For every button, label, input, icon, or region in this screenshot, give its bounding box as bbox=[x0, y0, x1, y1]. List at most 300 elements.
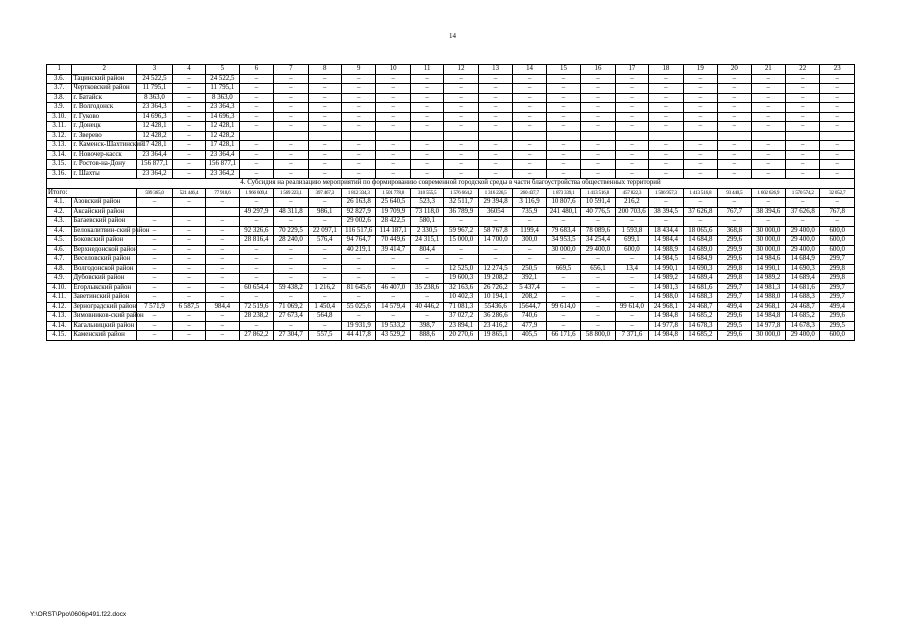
value-cell: 19 533,2 bbox=[376, 321, 410, 331]
value-cell: 299,6 bbox=[718, 331, 751, 341]
municipality-name: Заветинский район bbox=[72, 293, 137, 303]
column-number-header: 11 bbox=[410, 65, 443, 75]
column-number-header: 14 bbox=[513, 65, 546, 75]
value-cell: – bbox=[172, 217, 205, 227]
value-cell: – bbox=[308, 245, 341, 255]
value-cell: – bbox=[444, 150, 478, 160]
value-cell: – bbox=[615, 274, 648, 284]
table-row bbox=[47, 112, 855, 122]
value-cell: – bbox=[615, 93, 648, 103]
column-number-header: 15 bbox=[546, 65, 580, 75]
value-cell: 398,7 bbox=[410, 321, 443, 331]
value-cell: 71 081,3 bbox=[444, 302, 478, 312]
value-cell: – bbox=[786, 150, 820, 160]
row-number: 4.11. bbox=[47, 293, 72, 303]
value-cell: 38 394,6 bbox=[751, 207, 785, 217]
value-cell: – bbox=[649, 160, 683, 170]
municipality-name: г. Батайск bbox=[72, 93, 137, 103]
value-cell: 600,0 bbox=[820, 245, 855, 255]
column-number-header: 2 bbox=[72, 65, 137, 75]
value-cell: 6 587,5 bbox=[172, 302, 205, 312]
value-cell: – bbox=[206, 198, 239, 208]
value-cell: – bbox=[206, 283, 239, 293]
value-cell: – bbox=[513, 150, 546, 160]
value-cell: – bbox=[410, 312, 443, 322]
value-cell: 35 238,6 bbox=[410, 283, 443, 293]
value-cell: – bbox=[786, 198, 820, 208]
value-cell: – bbox=[751, 122, 785, 132]
value-cell: – bbox=[137, 264, 172, 274]
value-cell: 299,7 bbox=[820, 293, 855, 303]
municipality-name: г. Зверево bbox=[72, 131, 137, 141]
value-cell: – bbox=[341, 141, 375, 151]
value-cell: – bbox=[137, 312, 172, 322]
value-cell: 14 685,2 bbox=[683, 312, 717, 322]
value-cell: – bbox=[410, 293, 443, 303]
value-cell: 14 977,8 bbox=[751, 321, 785, 331]
value-cell: 10 591,4 bbox=[581, 198, 615, 208]
row-number: 4.7. bbox=[47, 255, 72, 265]
municipality-name: Дубовский район bbox=[72, 274, 137, 284]
value-cell: 299,8 bbox=[820, 274, 855, 284]
total-value-cell: 1 812 334,3 bbox=[341, 188, 375, 198]
value-cell: – bbox=[308, 150, 341, 160]
municipality-name: Боковский район bbox=[72, 236, 137, 246]
value-cell: – bbox=[172, 93, 205, 103]
value-cell: 30 000,0 bbox=[546, 245, 580, 255]
total-value-cell: 77 918,6 bbox=[206, 188, 239, 198]
value-cell: – bbox=[478, 122, 512, 132]
value-cell: – bbox=[410, 122, 443, 132]
value-cell: 12 428,2 bbox=[206, 131, 239, 141]
total-value-cell: 1 316 226,5 bbox=[478, 188, 512, 198]
value-cell: – bbox=[649, 217, 683, 227]
value-cell: 24 522,5 bbox=[137, 74, 172, 84]
value-cell: 27 862,2 bbox=[239, 331, 273, 341]
value-cell: 24 968,1 bbox=[649, 302, 683, 312]
value-cell: 46 407,0 bbox=[376, 283, 410, 293]
value-cell: – bbox=[615, 293, 648, 303]
value-cell: 14 689,4 bbox=[683, 274, 717, 284]
value-cell bbox=[376, 131, 410, 141]
value-cell: – bbox=[751, 74, 785, 84]
value-cell: – bbox=[410, 93, 443, 103]
total-value-cell: 32 052,7 bbox=[820, 188, 855, 198]
value-cell: – bbox=[513, 84, 546, 94]
value-cell: – bbox=[751, 93, 785, 103]
value-cell: 299,5 bbox=[718, 321, 751, 331]
value-cell: 14 700,0 bbox=[478, 236, 512, 246]
column-number-header: 20 bbox=[718, 65, 751, 75]
value-cell: 24 968,1 bbox=[751, 302, 785, 312]
value-cell: – bbox=[581, 312, 615, 322]
value-cell: – bbox=[615, 312, 648, 322]
value-cell: – bbox=[172, 321, 205, 331]
value-cell: – bbox=[820, 141, 855, 151]
value-cell: 14 696,3 bbox=[206, 112, 239, 122]
value-cell bbox=[308, 131, 341, 141]
value-cell: 23 364,2 bbox=[137, 169, 172, 179]
value-cell: 600,0 bbox=[820, 226, 855, 236]
value-cell: 23 364,4 bbox=[137, 150, 172, 160]
value-cell: 22 097,1 bbox=[308, 226, 341, 236]
table-row bbox=[47, 74, 855, 84]
value-cell: – bbox=[239, 160, 273, 170]
value-cell: – bbox=[718, 74, 751, 84]
value-cell: – bbox=[274, 84, 308, 94]
value-cell: – bbox=[444, 141, 478, 151]
value-cell: – bbox=[172, 122, 205, 132]
total-value-cell: 260 437,7 bbox=[513, 188, 546, 198]
value-cell: 3 116,9 bbox=[513, 198, 546, 208]
value-cell: 59 438,2 bbox=[274, 283, 308, 293]
value-cell: 12 525,0 bbox=[444, 264, 478, 274]
value-cell: 14 688,3 bbox=[683, 293, 717, 303]
total-label: Итого: bbox=[47, 188, 137, 198]
value-cell: – bbox=[683, 84, 717, 94]
value-cell: 564,8 bbox=[308, 312, 341, 322]
value-cell: – bbox=[376, 141, 410, 151]
value-cell: – bbox=[410, 74, 443, 84]
row-number: 3.7. bbox=[47, 84, 72, 94]
value-cell: – bbox=[376, 169, 410, 179]
value-cell: – bbox=[308, 160, 341, 170]
value-cell: 18 434,4 bbox=[649, 226, 683, 236]
value-cell: – bbox=[581, 141, 615, 151]
value-cell: – bbox=[820, 169, 855, 179]
value-cell: – bbox=[444, 217, 478, 227]
value-cell: – bbox=[308, 321, 341, 331]
value-cell: 1 593,8 bbox=[615, 226, 648, 236]
value-cell: – bbox=[546, 293, 580, 303]
value-cell: – bbox=[546, 312, 580, 322]
value-cell: – bbox=[137, 198, 172, 208]
value-cell: – bbox=[478, 169, 512, 179]
value-cell: 60 654,4 bbox=[239, 283, 273, 293]
value-cell: 23 364,2 bbox=[206, 169, 239, 179]
value-cell: 14 684,8 bbox=[683, 236, 717, 246]
value-cell: – bbox=[410, 103, 443, 113]
value-cell: – bbox=[615, 321, 648, 331]
value-cell: – bbox=[239, 169, 273, 179]
value-cell: 14 984,6 bbox=[751, 255, 785, 265]
value-cell: – bbox=[341, 112, 375, 122]
value-cell: – bbox=[649, 112, 683, 122]
value-cell: – bbox=[581, 217, 615, 227]
municipality-name: Каменский район bbox=[72, 331, 137, 341]
value-cell: – bbox=[478, 103, 512, 113]
value-cell: 17 428,1 bbox=[206, 141, 239, 151]
value-cell: 12 428,1 bbox=[206, 122, 239, 132]
value-cell: – bbox=[581, 103, 615, 113]
value-cell bbox=[581, 131, 615, 141]
value-cell: 5 437,4 bbox=[513, 283, 546, 293]
value-cell: – bbox=[513, 160, 546, 170]
value-cell: – bbox=[137, 245, 172, 255]
value-cell: – bbox=[649, 141, 683, 151]
value-cell: – bbox=[376, 312, 410, 322]
total-value-cell: 1 966 609,4 bbox=[239, 188, 273, 198]
value-cell: – bbox=[444, 84, 478, 94]
value-cell: – bbox=[376, 264, 410, 274]
value-cell bbox=[206, 207, 239, 217]
column-number-header: 1 bbox=[47, 65, 72, 75]
value-cell: 19 709,9 bbox=[376, 207, 410, 217]
value-cell: – bbox=[137, 226, 172, 236]
value-cell bbox=[513, 131, 546, 141]
value-cell: – bbox=[649, 169, 683, 179]
total-value-cell: 521 446,4 bbox=[172, 188, 205, 198]
value-cell: – bbox=[513, 245, 546, 255]
value-cell: – bbox=[820, 217, 855, 227]
value-cell: – bbox=[581, 150, 615, 160]
row-number: 3.8. bbox=[47, 93, 72, 103]
value-cell: 600,0 bbox=[615, 245, 648, 255]
value-cell: – bbox=[274, 160, 308, 170]
value-cell: 14 678,3 bbox=[683, 321, 717, 331]
value-cell: – bbox=[137, 255, 172, 265]
value-cell: – bbox=[546, 255, 580, 265]
value-cell: 10 402,3 bbox=[444, 293, 478, 303]
value-cell: – bbox=[615, 217, 648, 227]
value-cell: – bbox=[581, 321, 615, 331]
value-cell: 66 171,6 bbox=[546, 331, 580, 341]
value-cell: 36 286,6 bbox=[478, 312, 512, 322]
value-cell: – bbox=[820, 150, 855, 160]
value-cell: – bbox=[308, 274, 341, 284]
value-cell: 600,0 bbox=[820, 236, 855, 246]
value-cell: – bbox=[239, 264, 273, 274]
value-cell: – bbox=[581, 255, 615, 265]
value-cell: – bbox=[376, 74, 410, 84]
value-cell: – bbox=[206, 245, 239, 255]
value-cell: – bbox=[718, 141, 751, 151]
value-cell: – bbox=[513, 141, 546, 151]
value-cell: – bbox=[751, 198, 785, 208]
value-cell: – bbox=[683, 198, 717, 208]
value-cell: – bbox=[239, 122, 273, 132]
value-cell: 888,6 bbox=[410, 331, 443, 341]
municipality-name: Багаевский район bbox=[72, 217, 137, 227]
value-cell: – bbox=[581, 93, 615, 103]
value-cell: 14 681,6 bbox=[683, 283, 717, 293]
value-cell: – bbox=[546, 160, 580, 170]
value-cell: 14 990,1 bbox=[751, 264, 785, 274]
value-cell: – bbox=[820, 160, 855, 170]
value-cell: 12 428,1 bbox=[137, 122, 172, 132]
value-cell: 14 977,8 bbox=[649, 321, 683, 331]
row-number: 3.11. bbox=[47, 122, 72, 132]
column-number-header: 10 bbox=[376, 65, 410, 75]
value-cell: – bbox=[683, 217, 717, 227]
value-cell: – bbox=[615, 84, 648, 94]
value-cell: 7 371,6 bbox=[615, 331, 648, 341]
value-cell: – bbox=[444, 74, 478, 84]
value-cell: 241 480,1 bbox=[546, 207, 580, 217]
value-cell: 14 989,2 bbox=[649, 274, 683, 284]
value-cell: – bbox=[615, 74, 648, 84]
value-cell: 55 025,6 bbox=[341, 302, 375, 312]
value-cell: – bbox=[341, 264, 375, 274]
municipality-name: г. Гуково bbox=[72, 112, 137, 122]
value-cell: 30 000,0 bbox=[751, 245, 785, 255]
row-number: 4.12. bbox=[47, 302, 72, 312]
row-number: 3.14. bbox=[47, 150, 72, 160]
value-cell: 73 118,0 bbox=[410, 207, 443, 217]
value-cell: 299,6 bbox=[718, 255, 751, 265]
value-cell: – bbox=[683, 169, 717, 179]
value-cell: – bbox=[513, 217, 546, 227]
table-row bbox=[47, 198, 855, 208]
value-cell: – bbox=[546, 217, 580, 227]
value-cell: 14 984,5 bbox=[649, 255, 683, 265]
value-cell: – bbox=[751, 112, 785, 122]
row-number: 3.15. bbox=[47, 160, 72, 170]
value-cell: 30 000,0 bbox=[751, 331, 785, 341]
value-cell: – bbox=[239, 84, 273, 94]
value-cell: 156 877,1 bbox=[137, 160, 172, 170]
value-cell: 499,4 bbox=[820, 302, 855, 312]
value-cell: – bbox=[546, 283, 580, 293]
total-value-cell: 1 413 516,8 bbox=[581, 188, 615, 198]
value-cell: 37 027,2 bbox=[444, 312, 478, 322]
value-cell bbox=[786, 131, 820, 141]
value-cell: 44 417,8 bbox=[341, 331, 375, 341]
municipality-name: Волгодонской район bbox=[72, 264, 137, 274]
value-cell: 767,7 bbox=[718, 207, 751, 217]
column-number-row bbox=[47, 65, 855, 75]
table-row bbox=[47, 302, 855, 312]
value-cell: 58 767,8 bbox=[478, 226, 512, 236]
subsidy-table bbox=[46, 64, 855, 341]
value-cell: – bbox=[172, 255, 205, 265]
column-number-header: 23 bbox=[820, 65, 855, 75]
row-number: 4.1. bbox=[47, 198, 72, 208]
value-cell: – bbox=[786, 112, 820, 122]
value-cell: – bbox=[546, 274, 580, 284]
value-cell: – bbox=[376, 122, 410, 132]
value-cell: 299,6 bbox=[718, 236, 751, 246]
value-cell: – bbox=[376, 293, 410, 303]
column-number-header: 7 bbox=[274, 65, 308, 75]
value-cell: – bbox=[751, 169, 785, 179]
value-cell: – bbox=[172, 150, 205, 160]
value-cell: – bbox=[615, 112, 648, 122]
value-cell: 523,3 bbox=[410, 198, 443, 208]
value-cell: – bbox=[172, 141, 205, 151]
value-cell: – bbox=[820, 93, 855, 103]
value-cell: – bbox=[546, 169, 580, 179]
row-number: 4.4. bbox=[47, 226, 72, 236]
value-cell: 39 414,7 bbox=[376, 245, 410, 255]
value-cell: 28 422,5 bbox=[376, 217, 410, 227]
table-row bbox=[47, 150, 855, 160]
value-cell: – bbox=[444, 112, 478, 122]
table-row bbox=[47, 122, 855, 132]
value-cell: – bbox=[239, 274, 273, 284]
value-cell: – bbox=[137, 217, 172, 227]
value-cell: 19 600,3 bbox=[444, 274, 478, 284]
value-cell: – bbox=[513, 93, 546, 103]
value-cell: 19 931,9 bbox=[341, 321, 375, 331]
value-cell bbox=[137, 207, 172, 217]
value-cell: – bbox=[206, 226, 239, 236]
value-cell: 23 416,2 bbox=[478, 321, 512, 331]
value-cell: – bbox=[410, 112, 443, 122]
value-cell: – bbox=[444, 160, 478, 170]
value-cell: 2 330,5 bbox=[410, 226, 443, 236]
value-cell: – bbox=[751, 103, 785, 113]
value-cell: – bbox=[546, 93, 580, 103]
table-row bbox=[47, 217, 855, 227]
value-cell: – bbox=[683, 103, 717, 113]
value-cell: – bbox=[206, 217, 239, 227]
value-cell: – bbox=[546, 112, 580, 122]
value-cell: – bbox=[718, 84, 751, 94]
value-cell: 19 865,1 bbox=[478, 331, 512, 341]
value-cell: – bbox=[820, 122, 855, 132]
value-cell bbox=[615, 131, 648, 141]
value-cell: – bbox=[274, 112, 308, 122]
value-cell: – bbox=[172, 331, 205, 341]
value-cell: 92 827,9 bbox=[341, 207, 375, 217]
value-cell: – bbox=[172, 84, 205, 94]
value-cell: 25 640,5 bbox=[376, 198, 410, 208]
value-cell: – bbox=[786, 141, 820, 151]
value-cell: – bbox=[137, 274, 172, 284]
value-cell: – bbox=[444, 169, 478, 179]
value-cell: 14 984,4 bbox=[649, 236, 683, 246]
value-cell: 28 816,4 bbox=[239, 236, 273, 246]
value-cell: 72 519,6 bbox=[239, 302, 273, 312]
value-cell: 299,7 bbox=[718, 283, 751, 293]
value-cell: 208,2 bbox=[513, 293, 546, 303]
value-cell: 368,8 bbox=[718, 226, 751, 236]
value-cell: – bbox=[581, 293, 615, 303]
value-cell: 656,1 bbox=[581, 264, 615, 274]
section-title: 4. Субсидия на реализацию мероприятий по формированию современной городской среды в части благоустройства общественных территорий bbox=[47, 179, 855, 189]
total-value-cell: 599 365,0 bbox=[137, 188, 172, 198]
municipality-name: г. Новочер-касск bbox=[72, 150, 137, 160]
total-value-cell: 1 576 664,2 bbox=[444, 188, 478, 198]
value-cell: – bbox=[410, 141, 443, 151]
municipality-name: г. Шахты bbox=[72, 169, 137, 179]
value-cell: – bbox=[478, 245, 512, 255]
row-number: 4.10. bbox=[47, 283, 72, 293]
value-cell: 29 400,0 bbox=[786, 236, 820, 246]
table-row bbox=[47, 103, 855, 113]
value-cell: – bbox=[308, 112, 341, 122]
value-cell: – bbox=[172, 312, 205, 322]
table-row bbox=[47, 331, 855, 341]
row-number: 4.3. bbox=[47, 217, 72, 227]
column-number-header: 8 bbox=[308, 65, 341, 75]
value-cell: – bbox=[239, 74, 273, 84]
value-cell: 23 894,1 bbox=[444, 321, 478, 331]
value-cell: – bbox=[172, 236, 205, 246]
value-cell: 1199,4 bbox=[513, 226, 546, 236]
value-cell: – bbox=[341, 293, 375, 303]
value-cell: 669,5 bbox=[546, 264, 580, 274]
value-cell: – bbox=[581, 302, 615, 312]
table-row bbox=[47, 293, 855, 303]
value-cell: 984,4 bbox=[206, 302, 239, 312]
value-cell: 1 450,4 bbox=[308, 302, 341, 312]
value-cell: – bbox=[649, 150, 683, 160]
value-cell: 740,6 bbox=[513, 312, 546, 322]
value-cell: – bbox=[376, 103, 410, 113]
value-cell: 92 326,6 bbox=[239, 226, 273, 236]
